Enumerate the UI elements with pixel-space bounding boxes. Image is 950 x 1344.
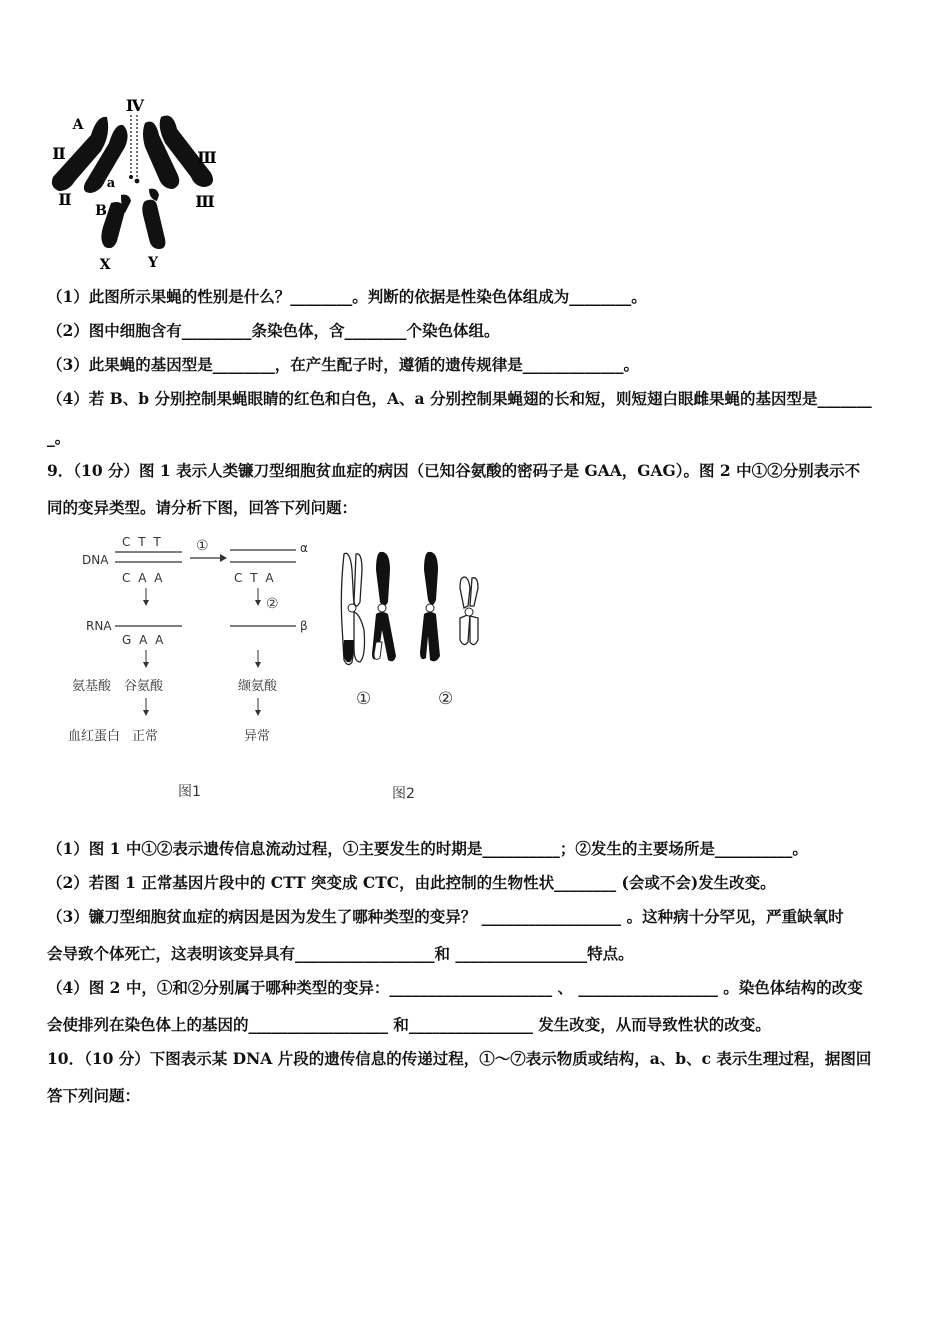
gene-A: A bbox=[72, 117, 84, 133]
fig1-beta: β bbox=[300, 619, 308, 633]
q8-part2: （2）图中细胞含有_________条染色体，含________个染色体组。 bbox=[47, 321, 500, 340]
label-X: X bbox=[99, 257, 111, 273]
q9-part4: （4）图 2 中，①和②分别属于哪种类型的变异：_____________________ 、 __________________ 。染色体结构的改变 bbox=[47, 978, 863, 997]
gene-B: B bbox=[95, 203, 107, 219]
q8-part4: （4）若 B、b 分别控制果蝇眼睛的红色和白色，A、a 分别控制果蝇翅的长和短，则短翅白眼雌果蝇的基因型是_______ bbox=[47, 389, 872, 408]
q8-part4-cont: _。 bbox=[47, 428, 71, 447]
q9-part3-cont: 会导致个体死亡，这表明该变异具有__________________和 _________________特点。 bbox=[47, 944, 634, 963]
q9-part4-cont: 会使排列在染色体上的基因的__________________ 和________________ 发生改变，从而导致性状的改变。 bbox=[47, 1015, 771, 1034]
fig2-label2: ② bbox=[438, 689, 454, 709]
fig1-mut-bottom-seq: C T A bbox=[234, 571, 276, 585]
q8-part1: （1）此图所示果蝇的性别是什么？________。判断的依据是性染色体组成为________。 bbox=[47, 287, 647, 306]
q8-part3: （3）此果蝇的基因型是________，在产生配子时，遵循的遗传规律是_____________。 bbox=[47, 355, 640, 374]
fig1-dna-bottom-seq: C A A bbox=[122, 571, 165, 585]
fig1-rna-label: RNA bbox=[86, 619, 112, 633]
fig1-rna-seq: G A A bbox=[122, 633, 166, 647]
fruit-fly-chromosome-figure bbox=[45, 95, 225, 275]
fig1-step1: ① bbox=[196, 538, 209, 554]
label-II-bottom: Ⅱ bbox=[58, 190, 72, 209]
fig2-chromosomes bbox=[341, 552, 478, 665]
fig1-hb-label: 血红蛋白 bbox=[68, 729, 121, 744]
fig2-caption: 图2 bbox=[392, 786, 415, 802]
fig1-aa-normal: 谷氨酸 bbox=[124, 679, 164, 694]
label-III-bottom: Ⅲ bbox=[195, 192, 215, 211]
chromosome-Y bbox=[142, 200, 165, 249]
chromosome-Y-arm bbox=[149, 189, 159, 201]
fig1-step2: ② bbox=[266, 596, 279, 612]
fig2-label1: ① bbox=[356, 689, 372, 709]
fig1-hb-normal: 正常 bbox=[132, 729, 159, 744]
q9-part3: （3）镰刀型细胞贫血症的病因是因为发生了哪种类型的变异？ __________________ 。这种病十分罕见，严重缺氧时 bbox=[47, 907, 844, 926]
gene-a: a bbox=[106, 176, 116, 191]
q9-part2: （2）若图 1 正常基因片段中的 CTT 突变成 CTC，由此控制的生物性状________ (会或不会)发生改变。 bbox=[47, 873, 776, 892]
fig1-dna-top-seq: C T T bbox=[122, 535, 163, 549]
label-III-top: Ⅲ bbox=[197, 148, 217, 167]
q9-figures bbox=[60, 530, 500, 810]
q9-part1: （1）图 1 中①②表示遗传信息流动过程，①主要发生的时期是__________；②发生的主要场所是__________。 bbox=[47, 839, 808, 858]
fig1-hb-mutant: 异常 bbox=[244, 729, 271, 744]
q9-header-2: 同的变异类型。请分析下图，回答下列问题： bbox=[47, 498, 358, 517]
fig1-dna-label: DNA bbox=[82, 553, 109, 567]
label-II-top: Ⅱ bbox=[52, 144, 66, 163]
q10-header-1: 10．（10 分）下图表示某 DNA 片段的遗传信息的传递过程，①～⑦表示物质或结构，a、b、c 表示生理过程，据图回 bbox=[47, 1049, 872, 1068]
fig1-aa-mutant: 缬氨酸 bbox=[238, 679, 278, 694]
q9-header-1 bbox=[47, 461, 907, 481]
label-Y: Y bbox=[148, 255, 158, 271]
q9-header-text: 9．（10 分）图 1 表示人类镰刀型细胞贫血症的病因（已知谷氨酸的密码子是 GAA，GAG）。图 2 中①②分别表示不 bbox=[47, 461, 861, 480]
fig1-aa-label: 氨基酸 bbox=[72, 679, 112, 694]
q10-header-2: 答下列问题： bbox=[47, 1086, 141, 1105]
fig1-caption: 图1 bbox=[178, 784, 201, 800]
label-IV: Ⅳ bbox=[125, 96, 145, 115]
fig1-alpha: α bbox=[300, 541, 308, 555]
